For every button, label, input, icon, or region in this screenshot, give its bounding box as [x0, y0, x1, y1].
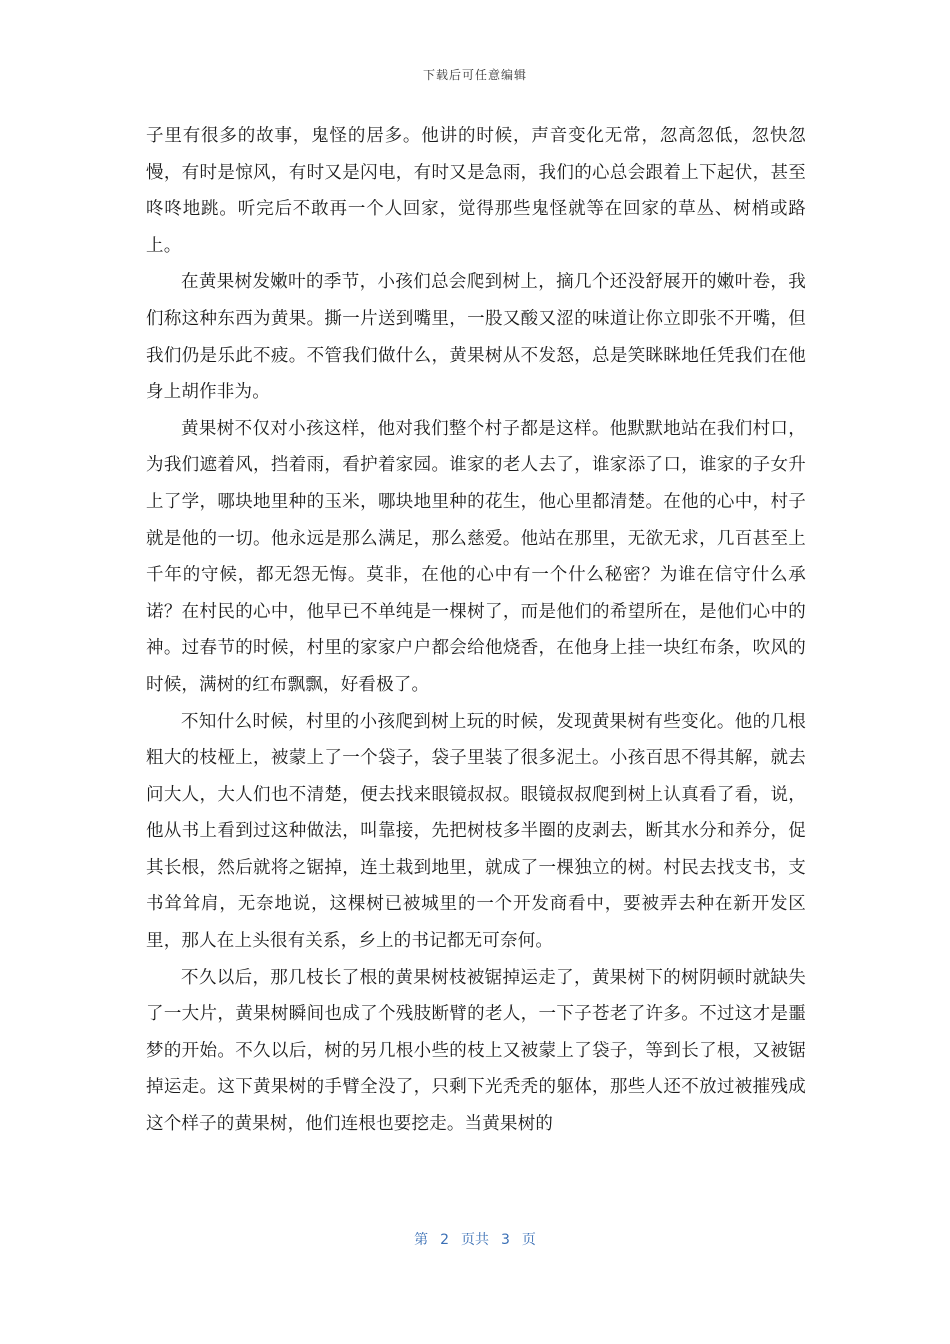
page-footer	[0, 1229, 950, 1249]
page-header: 下载后可任意编辑	[422, 68, 527, 82]
paragraph-3: 黄果树不仅对小孩这样，他对我们整个村子都是这样。他默默地站在我们村口，为我们遮着风，挡着雨，看护着家园。谁家的老人去了，谁家添了口，谁家的子女升上了学，哪块地里种的玉米，哪块地里种的花生，他心里都清楚。在他的心中，村子就是他的一切。他永远是那么满足，那么慈爱。他站在那里，无欲无求，几百甚至上千年的守候，都无怨无悔。莫非，在他的心中有一个什么秘密？为谁在信守什么承诺？在村民的心中，他早已不单纯是一棵树了，而是他们的希望所在，是他们心中的神。过春节的时候，村里的家家户户都会给他烧香，在他身上挂一块红布条，吹风的时候，满树的红布飘飘，好看极了。	[146, 418, 806, 695]
footer-total-pages: 3	[501, 1232, 510, 1248]
paragraph-5: 不久以后，那几枝长了根的黄果树枝被锯掉运走了，黄果树下的树阴顿时就缺失了一大片，黄果树瞬间也成了个残肢断臂的老人，一下子苍老了许多。不过这才是噩梦的开始。不久以后，树的另几根小些的枝上又被蒙上了袋子，等到长了根，又被锯掉运走。这下黄果树的手臂全没了，只剩下光秃秃的躯体，那些人还不放过被摧残成这个样子的黄果树，他们连根也要挖走。当黄果树的	[146, 967, 806, 1135]
footer-middle: 页共	[461, 1232, 489, 1248]
paragraph-1: 子里有很多的故事，鬼怪的居多。他讲的时候，声音变化无常，忽高忽低，忽快忽慢，有时是惊风，有时又是闪电，有时又是急雨，我们的心总会跟着上下起伏，甚至咚咚地跳。听完后不敢再一个人回家，觉得那些鬼怪就等在回家的草丛、树梢或路上。	[146, 126, 806, 256]
paragraph-2: 在黄果树发嫩叶的季节，小孩们总会爬到树上，摘几个还没舒展开的嫩叶卷，我们称这种东西为黄果。撕一片送到嘴里，一股又酸又涩的味道让你立即张不开嘴，但我们仍是乐此不疲。不管我们做什么，黄果树从不发怒，总是笑眯眯地任凭我们在他身上胡作非为。	[146, 272, 806, 403]
document-body	[146, 118, 806, 1143]
footer-prefix: 第	[414, 1232, 429, 1248]
footer-suffix: 页	[521, 1232, 536, 1248]
paragraph-4: 不知什么时候，村里的小孩爬到树上玩的时候，发现黄果树有些变化。他的几根粗大的枝桠上，被蒙上了一个袋子，袋子里装了很多泥土。小孩百思不得其解，就去问大人，大人们也不清楚，便去找来眼镜叔叔。眼镜叔叔爬到树上认真看了看，说，他从书上看到过这种做法，叫靠接，先把树枝多半圈的皮剥去，断其水分和养分，促其长根，然后就将之锯掉，连土栽到地里，就成了一棵独立的树。村民去找支书，支书耸耸肩，无奈地说，这棵树已被城里的一个开发商看中，要被弄去种在新开发区里，那人在上头很有关系，乡上的书记都无可奈何。	[146, 711, 806, 952]
footer-page-number: 2	[440, 1232, 449, 1248]
